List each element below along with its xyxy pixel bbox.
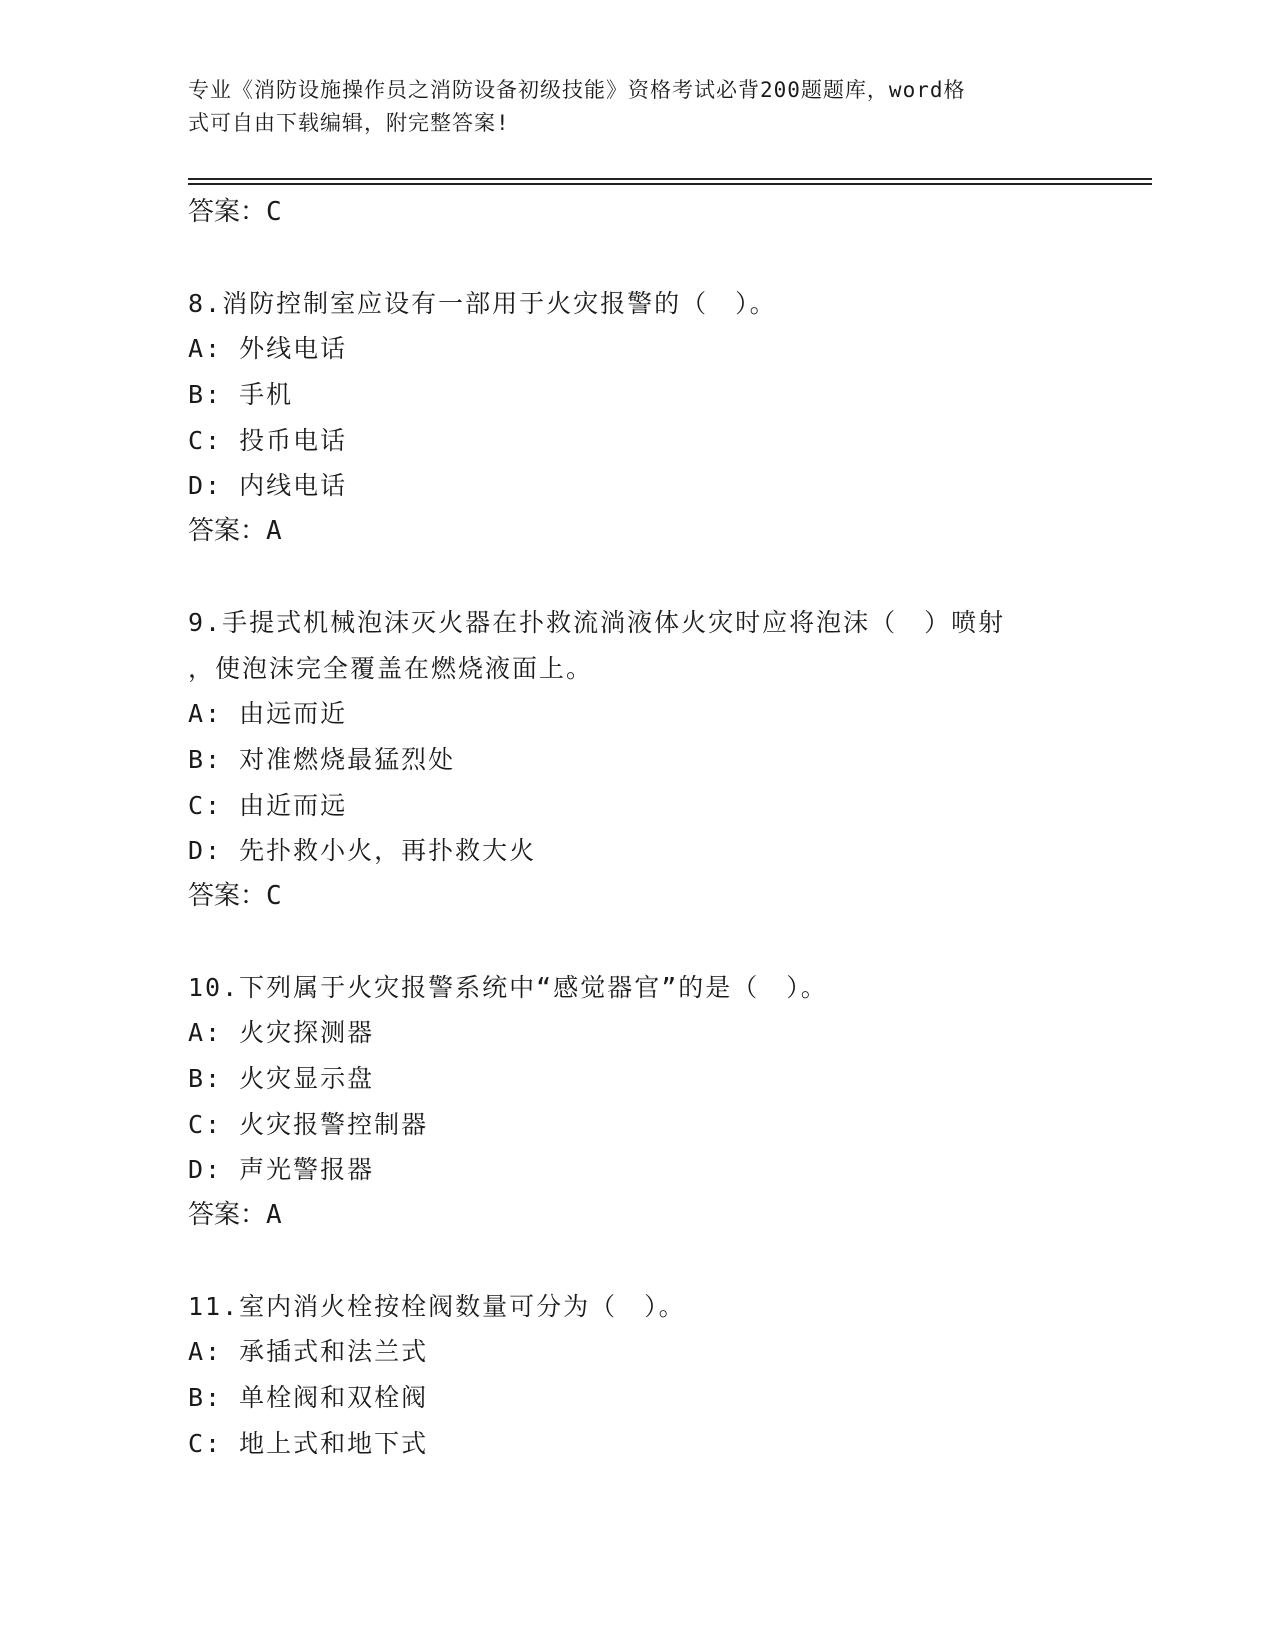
spacer (188, 236, 1088, 281)
option-a: A: 由远而近 (188, 699, 348, 729)
option-d: D: 内线电话 (188, 471, 348, 501)
option-a: A: 外线电话 (188, 334, 348, 364)
option-b: B: 手机 (188, 380, 294, 410)
question-stem: 9.手提式机械泡沫灭火器在扑救流淌液体火灾时应将泡沫（ ）喷射 (188, 607, 1006, 637)
header-rule-top (188, 178, 1152, 180)
option-b: B: 火灾显示盘 (188, 1064, 375, 1093)
option-c: C: 火灾报警控制器 (188, 1109, 429, 1139)
question-stem-continued: ，使泡沫完全覆盖在燃烧液面上。 (188, 653, 594, 683)
option-c: C: 由近而远 (188, 790, 348, 820)
question-stem: 8.消防控制室应设有一部用于火灾报警的（ ）。 (188, 288, 777, 318)
header-rule-bottom (188, 183, 1152, 185)
option-a: A: 承插式和法兰式 (188, 1337, 429, 1367)
question-10 (188, 965, 1088, 1239)
answer: 答案：C (188, 880, 282, 911)
document-header (188, 74, 1068, 140)
spacer (188, 920, 1088, 965)
question-stem: 11.室内消火栓按栓阀数量可分为（ ）。 (188, 1291, 686, 1321)
option-b: B: 对准燃烧最猛烈处 (188, 744, 456, 774)
header-line-1: 专业《消防设施操作员之消防设备初级技能》资格考试必背200题题库，word格 (188, 78, 966, 102)
spacer (188, 1239, 1088, 1284)
answer: 答案：A (188, 516, 282, 547)
option-a: A: 火灾探测器 (188, 1018, 375, 1048)
option-b: B: 单栓阀和双栓阀 (188, 1383, 429, 1413)
question-9 (188, 600, 1088, 920)
previous-answer: 答案：C (188, 197, 282, 227)
option-c: C: 地上式和地下式 (188, 1428, 429, 1458)
question-8 (188, 281, 1088, 555)
question-11 (188, 1284, 1088, 1467)
header-line-2: 式可自由下载编辑，附完整答案! (188, 111, 510, 135)
question-stem: 10.下列属于火灾报警系统中“感觉器官”的是（ ）。 (188, 972, 828, 1002)
question-list (188, 190, 1088, 1467)
spacer (188, 555, 1088, 600)
option-d: D: 声光警报器 (188, 1155, 375, 1185)
answer: 答案：A (188, 1200, 282, 1231)
option-c: C: 投币电话 (188, 425, 348, 455)
option-d: D: 先扑救小火，再扑救大火 (188, 836, 537, 866)
